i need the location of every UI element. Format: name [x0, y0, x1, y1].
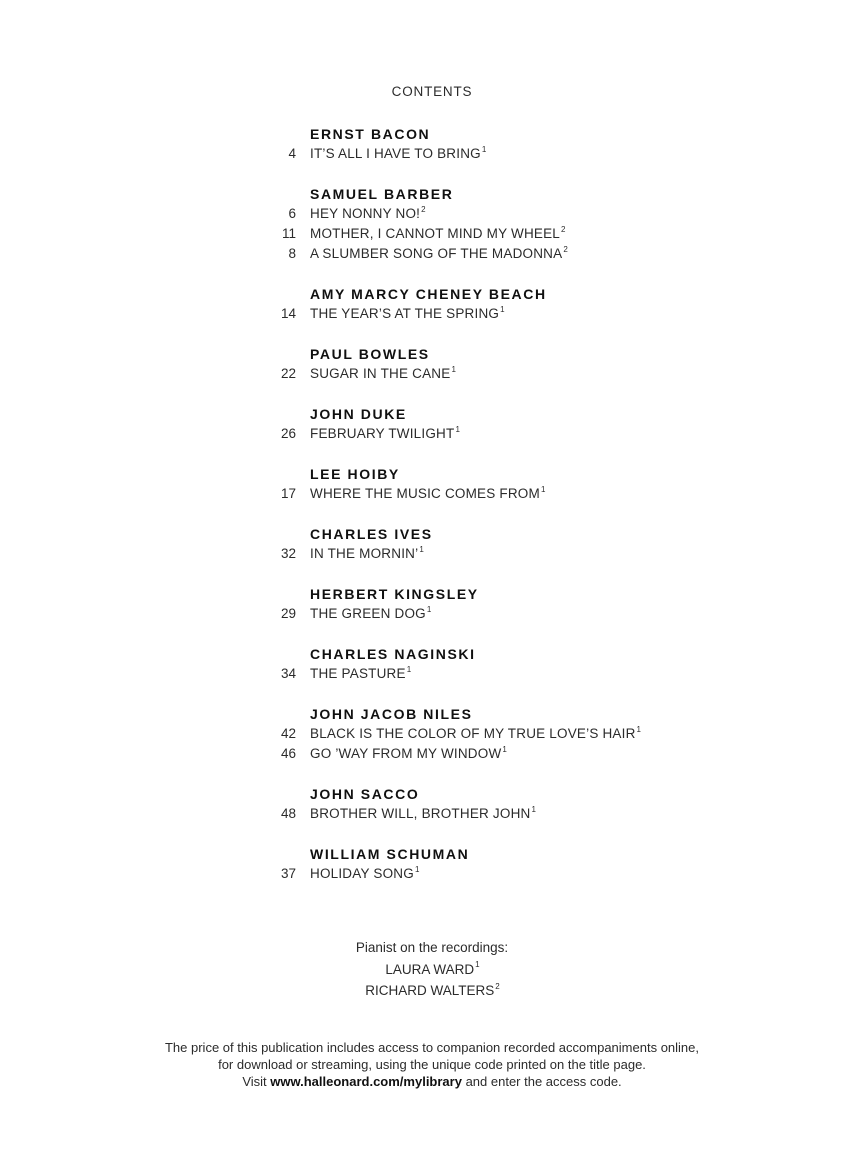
song-title: WHERE THE MUSIC COMES FROM$^1$: [310, 484, 546, 501]
song-title: HEY NONNY NO!$^2$: [310, 204, 426, 221]
pianist-ref-superscript: 1: [475, 960, 480, 969]
pianist-ref-superscript: 1: [414, 864, 420, 874]
song-title: FEBRUARY TWILIGHT$^1$: [310, 424, 461, 441]
toc-entry: [246, 424, 806, 444]
toc-entry: [246, 864, 806, 884]
song-title: BROTHER WILL, BROTHER JOHN$^1$: [310, 804, 537, 821]
pianists-block: [0, 937, 864, 1002]
song-title: A SLUMBER SONG OF THE MADONNA$^2$: [310, 244, 568, 261]
toc-entry: [246, 224, 806, 244]
composer-name: SAMUEL BARBER: [310, 186, 454, 202]
composer-group: [246, 124, 806, 164]
composer-heading-row: [246, 784, 806, 804]
page-number: 17: [280, 486, 296, 501]
composer-group: [246, 404, 806, 444]
pianist-ref-superscript: 1: [451, 364, 457, 374]
footer-visit-prefix: Visit: [242, 1074, 271, 1089]
footer-visit-url: www.halleonard.com/mylibrary: [270, 1074, 462, 1089]
toc-entry: [246, 364, 806, 384]
composer-group: [246, 704, 806, 764]
song-title: THE YEAR’S AT THE SPRING$^1$: [310, 304, 505, 321]
pianist-name-text: LAURA WARD: [385, 961, 475, 977]
toc-entry: [246, 484, 806, 504]
toc-entry: [246, 544, 806, 564]
composer-name: LEE HOIBY: [310, 466, 400, 482]
page-number: 34: [280, 666, 296, 681]
composer-heading-row: [246, 844, 806, 864]
composer-heading-row: [246, 184, 806, 204]
page-number: 11: [281, 226, 296, 241]
page-number: 26: [280, 426, 296, 441]
page-number: 37: [280, 866, 296, 881]
composer-group: [246, 284, 806, 324]
page-number: 4: [288, 146, 296, 161]
page-title: CONTENTS: [391, 84, 473, 99]
composer-name: PAUL BOWLES: [310, 346, 430, 362]
composer-name: CHARLES IVES: [310, 526, 433, 542]
song-title: GO ’WAY FROM MY WINDOW$^1$: [310, 744, 508, 761]
page-number: 46: [280, 746, 296, 761]
composer-group: [246, 644, 806, 684]
composer-heading-row: [246, 464, 806, 484]
page-number: 8: [288, 246, 296, 261]
pianist-name: [0, 959, 864, 981]
toc-entry: [246, 304, 806, 324]
composer-group: [246, 184, 806, 264]
composer-heading-row: [246, 404, 806, 424]
page-number: 29: [280, 606, 296, 621]
pianist-ref-superscript: 2: [563, 244, 568, 254]
pianist-ref-superscript: 2: [561, 224, 566, 234]
composer-name: HERBERT KINGSLEY: [310, 586, 479, 602]
song-title: SUGAR IN THE CANE$^1$: [310, 364, 457, 381]
composer-group: [246, 844, 806, 884]
contents-list: [246, 124, 806, 904]
song-title: THE PASTURE$^1$: [310, 664, 412, 681]
pianist-name-text: RICHARD WALTERS: [365, 983, 495, 998]
page-number: 48: [280, 806, 296, 821]
pianist-ref-superscript: 1: [419, 544, 424, 554]
toc-entry: [246, 244, 806, 264]
composer-name: JOHN SACCO: [310, 786, 420, 802]
composer-name: AMY MARCY CHENEY BEACH: [310, 286, 547, 302]
composer-name: CHARLES NAGINSKI: [310, 646, 476, 662]
footer-line-1: The price of this publication includes access to companion recorded accompaniments online,: [164, 1040, 699, 1055]
pianist-name: [0, 980, 864, 1002]
toc-entry: [246, 604, 806, 624]
page-number: 32: [280, 546, 296, 561]
pianist-ref-superscript: 1: [531, 804, 537, 814]
song-title: IT’S ALL I HAVE TO BRING$^1$: [310, 144, 487, 161]
composer-heading-row: [246, 524, 806, 544]
toc-entry: [246, 204, 806, 224]
composer-name: JOHN JACOB NILES: [310, 706, 473, 722]
pianists-names: [0, 959, 864, 1002]
pianist-ref-superscript: 1: [426, 604, 432, 614]
song-title: BLACK IS THE COLOR OF MY TRUE LOVE’S HAIR$^1$: [310, 724, 642, 741]
footer-line-2: for download or streaming, using the unique code printed on the title page.: [218, 1057, 646, 1072]
page-number: 22: [280, 366, 296, 381]
pianist-ref-superscript: 1: [455, 424, 461, 434]
composer-heading-row: [246, 284, 806, 304]
composer-heading-row: [246, 344, 806, 364]
pianist-ref-superscript: 1: [481, 144, 487, 154]
song-title: MOTHER, I CANNOT MIND MY WHEEL$^2$: [310, 224, 566, 241]
toc-entry: [246, 804, 806, 824]
pianist-ref-superscript: 2: [495, 981, 500, 991]
pianist-ref-superscript: 1: [500, 304, 505, 314]
composer-group: [246, 464, 806, 504]
composer-group: [246, 784, 806, 824]
composer-name: ERNST BACON: [310, 126, 431, 142]
composer-heading-row: [246, 584, 806, 604]
pianist-ref-superscript: 1: [540, 484, 546, 494]
composer-group: [246, 344, 806, 384]
song-title: THE GREEN DOG$^1$: [310, 604, 432, 621]
composer-group: [246, 524, 806, 564]
toc-entry: [246, 664, 806, 684]
composer-name: JOHN DUKE: [310, 406, 407, 422]
song-title: IN THE MORNIN’$^1$: [310, 544, 424, 561]
pianist-ref-superscript: 1: [502, 744, 508, 754]
song-title: HOLIDAY SONG$^1$: [310, 864, 420, 881]
page-number: 6: [288, 206, 296, 221]
page-number: 42: [280, 726, 296, 741]
composer-name: WILLIAM SCHUMAN: [310, 846, 470, 862]
toc-entry: [246, 724, 806, 744]
footer-visit-suffix: and enter the access code.: [461, 1074, 622, 1089]
pianists-heading: Pianist on the recordings:: [355, 940, 509, 955]
pianist-ref-superscript: 2: [421, 204, 426, 214]
composer-heading-row: [246, 704, 806, 724]
pianist-ref-superscript: 1: [636, 724, 642, 734]
toc-entry: [246, 144, 806, 164]
page-number: 14: [280, 306, 296, 321]
composer-heading-row: [246, 644, 806, 664]
composer-group: [246, 584, 806, 624]
composer-heading-row: [246, 124, 806, 144]
footer-line-3: [0, 1073, 864, 1090]
footer-note: [0, 1039, 864, 1090]
pianist-ref-superscript: 1: [406, 664, 412, 674]
toc-entry: [246, 744, 806, 764]
